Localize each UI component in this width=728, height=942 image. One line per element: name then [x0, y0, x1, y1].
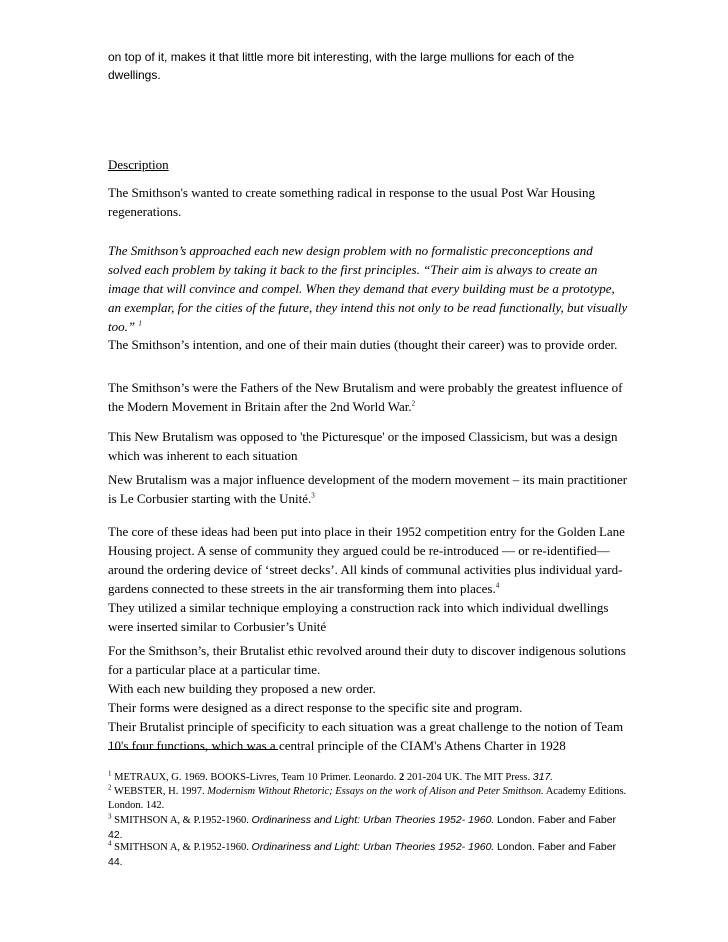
footnote-3 — [108, 813, 628, 843]
quote-paragraph — [108, 241, 628, 336]
paragraph-5: This New Brutalism was opposed to 'the Picturesque' or the imposed Classicism, but was a design which was inherent to each situation — [108, 429, 618, 463]
footnote-ref-1: 1 — [138, 319, 142, 328]
footnote-2 — [108, 785, 628, 813]
footnote-3-rest: London. Faber and Faber 42. — [108, 814, 617, 841]
paragraph-4 — [108, 378, 628, 416]
footnote-4-number: 4 — [108, 839, 112, 848]
footnote-4 — [108, 840, 628, 870]
footnote-3-number: 3 — [108, 812, 112, 821]
intro-paragraph: on top of it, makes it that little more bit interesting, with the large mullions for each of the dwellings. — [108, 50, 575, 82]
footnote-2-title: Modernism Without Rhetoric; Essays on the work of Alison and Peter Smithson. — [207, 786, 544, 797]
paragraph-11: Their forms were designed as a direct response to the specific site and program. — [108, 700, 523, 715]
paragraph-3: The Smithson’s intention, and one of their main duties (thought their career) was to provide order. — [108, 337, 618, 352]
footnote-2-rest: Academy Editions. London. 142. — [108, 786, 627, 811]
footnote-1 — [108, 770, 628, 785]
footnote-3-title: Ordinariness and Light: Urban Theories 1952- 1960. — [251, 814, 495, 826]
footnote-1-text: METRAUX, G. 1969. BOOKS-Livres, Team 10 Primer. Leonardo. — [114, 772, 397, 783]
footnote-1-bold: 2 — [399, 772, 405, 783]
paragraph-7-text: The core of these ideas had been put into place in their 1952 competition entry for the Golden Lane Housing project. A sense of community they argued could be re-introduced — or re-identified—around the ordering device of ‘street decks’. All kinds of communal activities plus individual yard-gardens connected to these streets in the air transforming them into places. — [108, 524, 625, 596]
paragraph-4-text: The Smithson’s were the Fathers of the New Brutalism and were probably the greatest influence of the Modern Movement in Britain after the 2nd World War. — [108, 380, 623, 414]
section-heading: Description — [108, 157, 169, 172]
footnote-divider — [108, 749, 278, 750]
footnote-4-text: SMITHSON A, & P.1952-1960. — [114, 842, 249, 853]
footnote-1-page: 317. — [532, 771, 554, 783]
footnote-1-number: 1 — [108, 769, 112, 778]
footnote-2-number: 2 — [108, 783, 112, 792]
paragraph-10: With each new building they proposed a new order. — [108, 681, 376, 696]
footnote-ref-2: 2 — [411, 399, 416, 408]
footnote-ref-3: 3 — [311, 491, 315, 500]
footnote-4-title: Ordinariness and Light: Urban Theories 1952- 1960. — [251, 841, 495, 853]
paragraph-6-text: New Brutalism was a major influence development of the modern movement – its main practitioner is Le Corbusier starting with the Unité. — [108, 472, 628, 506]
footnote-ref-4: 4 — [495, 581, 500, 590]
footnote-3-text: SMITHSON A, & P.1952-1960. — [114, 815, 249, 826]
paragraph-7 — [108, 522, 628, 598]
footnote-1-rest: 201-204 UK. The MIT Press. — [406, 772, 531, 783]
paragraph-12: Their Brutalist principle of specificity to each situation was a great challenge to the notion of Team 10's four functions, which was a central principle of the CIAM's Athens Charter in 1928 — [108, 719, 624, 753]
paragraph-8: They utilized a similar technique employing a construction rack into which individual dwellings were inserted similar to Corbusier’s Unité — [108, 600, 609, 634]
footnote-4-rest: London. Faber and Faber 44. — [108, 841, 617, 868]
quote-text: The Smithson’s approached each new design problem with no formalistic preconceptions and solved each problem by taking it back to the first principles. “Their aim is always to create an image that will convince and compel. When they demand that every building must be a prototype, an exemplar, for the cities of the future, they intend this not only to be read functionally, but visually too.” — [108, 243, 628, 334]
paragraph-6 — [108, 470, 628, 508]
paragraph-1: The Smithson's wanted to create something radical in response to the usual Post War Housing regenerations. — [108, 185, 596, 219]
footnote-2-text: WEBSTER, H. 1997. — [113, 786, 205, 797]
paragraph-9: For the Smithson’s, their Brutalist ethic revolved around their duty to discover indigenous solutions for a particular place at a particular time. — [108, 643, 626, 677]
paragraph-block-9 — [108, 641, 628, 755]
